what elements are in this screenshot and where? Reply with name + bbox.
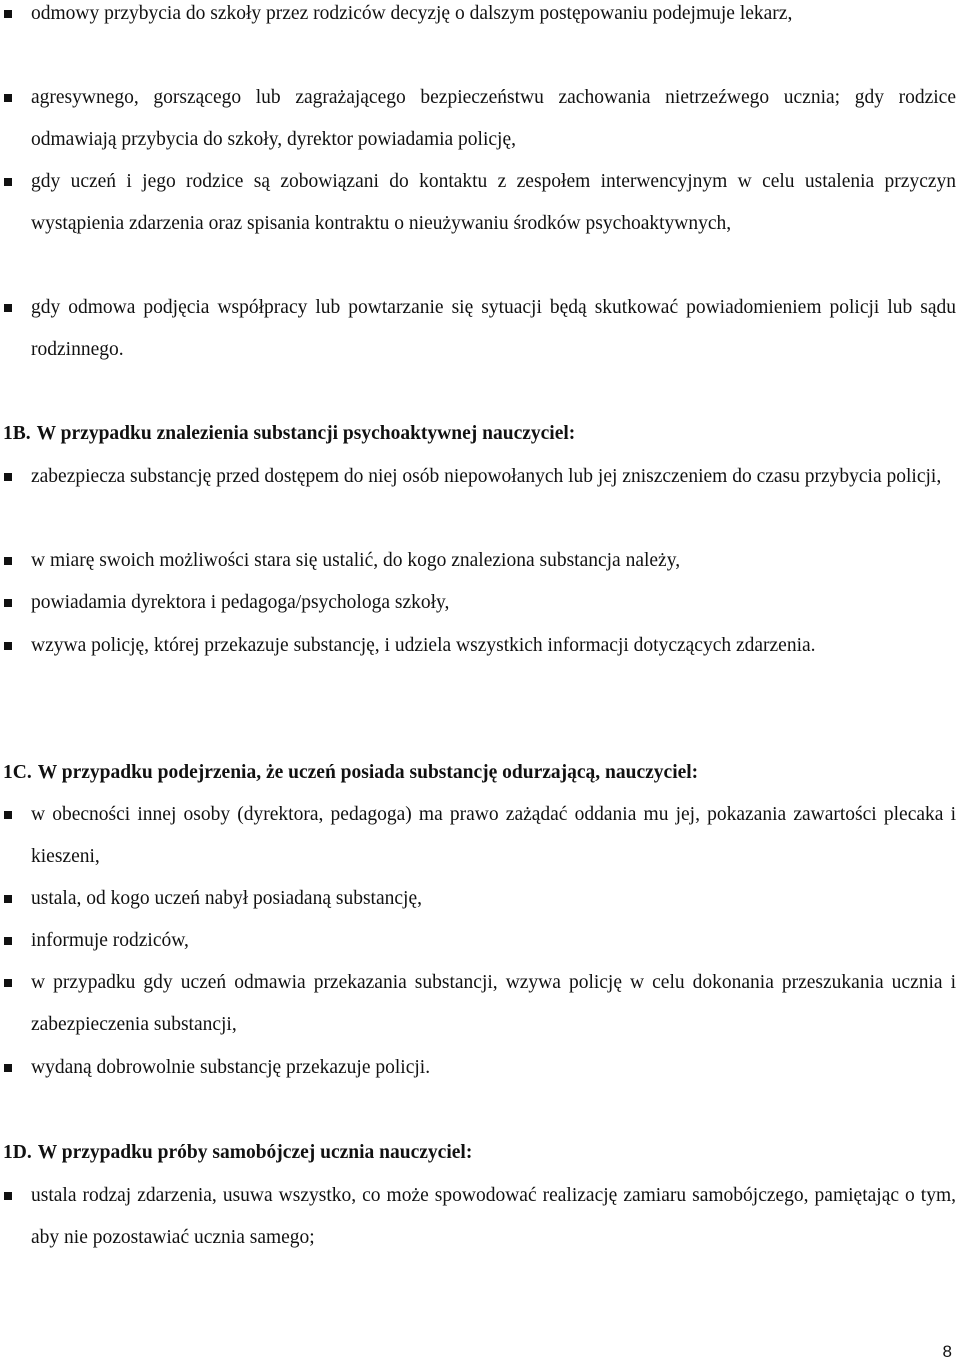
- section-title: W przypadku próby samobójczej ucznia nauczyciel:: [37, 1142, 473, 1163]
- section-title: W przypadku znalezienia substancji psychoaktywnej nauczyciel:: [36, 423, 576, 444]
- section-heading-1c: [3, 752, 953, 794]
- list-item: zabezpiecza substancję przed dostępem do niej osób niepowołanych lub jej zniszczeniem do czasu przybycia policji,: [31, 456, 956, 498]
- list-item: gdy uczeń i jego rodzice są zobowiązani do kontaktu z zespołem interwencyjnym w celu ustalenia przyczyn wystąpienia zdarzenia oraz spisania kontraktu o nieużywaniu środków psychoaktywnych,: [31, 161, 956, 245]
- list-item: ustala rodzaj zdarzenia, usuwa wszystko, co może spowodować realizację zamiaru samobójczego, pamiętając o tym, aby nie pozostawiać ucznia samego;: [31, 1175, 956, 1259]
- section-number: 1B.: [3, 423, 31, 444]
- list-item: informuje rodziców,: [31, 920, 956, 962]
- list-item: gdy odmowa podjęcia współpracy lub powtarzanie się sytuacji będą skutkować powiadomieniem policji lub sądu rodzinnego.: [31, 287, 956, 371]
- list-item: w przypadku gdy uczeń odmawia przekazania substancji, wzywa policję w celu dokonania przeszukania ucznia i zabezpieczenia substancji,: [31, 962, 956, 1046]
- list-item: wzywa policję, której przekazuje substancję, i udziela wszystkich informacji dotyczących zdarzenia.: [31, 625, 956, 667]
- section-number: 1C.: [3, 762, 32, 783]
- list-item: agresywnego, gorszącego lub zagrażającego bezpieczeństwu zachowania nietrzeźwego ucznia; gdy rodzice odmawiają przybycia do szkoły, dyrektor powiadamia policję,: [31, 77, 956, 161]
- list-item: w miarę swoich możliwości stara się ustalić, do kogo znaleziona substancja należy,: [31, 540, 956, 582]
- list-item: wydaną dobrowolnie substancję przekazuje policji.: [31, 1047, 956, 1089]
- list-item: odmowy przybycia do szkoły przez rodziców decyzję o dalszym postępowaniu podejmuje lekarz,: [31, 0, 956, 35]
- list-item: w obecności innej osoby (dyrektora, pedagoga) ma prawo zażądać oddania mu jej, pokazania zawartości plecaka i kieszeni,: [31, 794, 956, 878]
- section-heading-1b: [3, 413, 953, 455]
- section-heading-1d: [3, 1132, 953, 1174]
- page-number: 8: [942, 1342, 952, 1361]
- list-item: ustala, od kogo uczeń nabył posiadaną substancję,: [31, 878, 956, 920]
- list-item: powiadamia dyrektora i pedagoga/psychologa szkoły,: [31, 582, 956, 624]
- section-title: W przypadku podejrzenia, że uczeń posiada substancję odurzającą, nauczyciel:: [37, 762, 699, 783]
- section-number: 1D.: [3, 1142, 32, 1163]
